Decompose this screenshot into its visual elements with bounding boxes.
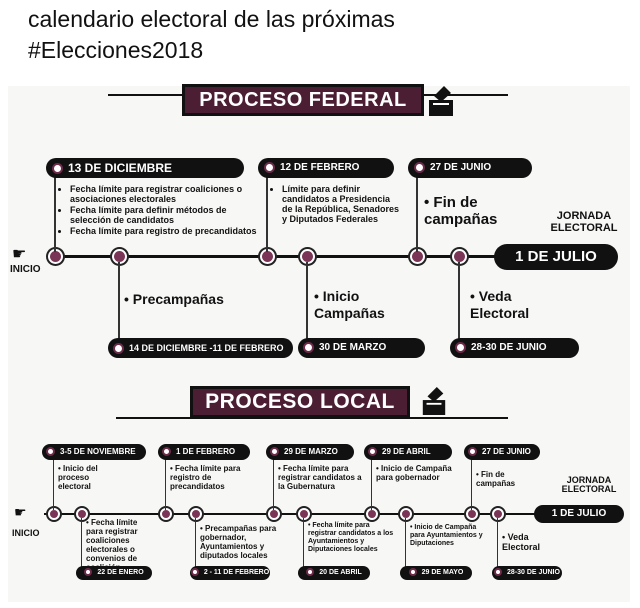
connector (497, 518, 498, 572)
date-label: 3-5 DE NOVIEMBRE (60, 447, 136, 456)
local-title: PROCESO LOCAL (190, 386, 410, 418)
note-text: Veda Electoral (502, 532, 541, 552)
connector (306, 262, 308, 346)
local-start-label: INICIO (12, 528, 40, 538)
date-label: 29 DE ABRIL (382, 447, 431, 456)
connector (273, 452, 274, 510)
note-text: Inicio de Campaña para gobernador (376, 464, 452, 482)
note-text: Fecha límite para registrar coaliciones electorales o convenios de (86, 518, 138, 563)
federal-start-label: INICIO (10, 264, 41, 275)
connector (458, 262, 460, 346)
timeline-node (366, 508, 378, 520)
jornada-label: JORNADA ELECTORAL (550, 210, 618, 234)
connector (471, 452, 472, 510)
local-bottom-date-pill (492, 566, 562, 580)
local-note: • Veda Electoral (502, 532, 541, 552)
date-label: 13 DE DICIEMBRE (68, 161, 173, 175)
tweet-line-1: calendario electoral de las próximas (28, 6, 395, 32)
local-date-pill (158, 444, 250, 460)
timeline-node (466, 508, 478, 520)
local-note: • Fecha límite para registrar candidatos a la Gubernatura (278, 464, 362, 491)
note-item: • Límite para definir candidatos a Presidencia de la República, Senadores y Diputados Federales (282, 184, 402, 224)
local-bottom-date-pill (400, 566, 472, 580)
local-note: • Inicio de Campaña para gobernador (376, 464, 452, 482)
note-text: Inicio de Campaña para Ayuntamientos y Diputaciones (410, 524, 483, 547)
connector (81, 518, 82, 572)
local-note: • Fecha límite para registrar candidatos a los Ayuntamientos y Diputaciones locales (308, 522, 394, 553)
ballot-box-icon (420, 384, 448, 418)
federal-bottom-date-pill (298, 338, 425, 358)
federal-bottom-date-pill (108, 338, 293, 358)
federal-date-pill (258, 158, 394, 178)
timeline-node (190, 508, 202, 520)
inicio-campanas-text: Inicio Campañas (314, 288, 385, 321)
federal-date-pill (46, 158, 244, 178)
local-bottom-date-pill (190, 566, 270, 580)
local-note: • Fin de campañas (476, 470, 516, 488)
pointing-hand-icon: ☛ (12, 246, 27, 263)
connector (303, 518, 304, 572)
date-label: 2 - 11 DE FEBRERO (203, 569, 270, 576)
local-bottom-date-pill (76, 566, 152, 580)
note-text: Fecha límite para registrar candidatos a los Ayuntamientos y Diputaciones locales (308, 522, 394, 553)
connector (53, 452, 54, 510)
precampanas-text: Precampañas (132, 291, 224, 307)
date-label: 27 DE JUNIO (482, 447, 531, 456)
timeline-node (298, 508, 310, 520)
connector (416, 170, 418, 252)
inicio-campanas-label: • Inicio Campañas (314, 288, 385, 321)
date-label: 30 DE MARZO (319, 342, 387, 353)
federal-bottom-date-pill (450, 338, 579, 358)
federal-notes-dec13 (60, 184, 260, 237)
local-bottom-date-pill (298, 566, 370, 580)
note-text: Inicio del proceso electoral (58, 464, 98, 491)
local-note: • Inicio de Campaña para Ayuntamientos y Diputaciones (410, 524, 483, 547)
pointing-hand-icon: ☛ (14, 504, 27, 520)
date-label: 29 DE MARZO (284, 447, 338, 456)
note-text: Fin de campañas (476, 470, 516, 488)
date-label: 28-30 DE JUNIO (471, 342, 547, 353)
federal-date-pill (408, 158, 532, 178)
note-text: Fecha límite para registro de precandidatos (170, 464, 241, 491)
connector (118, 262, 120, 346)
timeline-node (268, 508, 280, 520)
connector (54, 170, 56, 252)
connector (266, 170, 268, 252)
timeline-node (492, 508, 504, 520)
tweet-line-2: #Elecciones2018 (28, 37, 204, 63)
local-end-date (534, 505, 624, 523)
note-item: • Fecha límite para definir métodos de selección de candidatos (70, 205, 260, 225)
date-label: 20 DE ABRIL (319, 569, 362, 576)
date-label: 12 DE FEBRERO (280, 162, 360, 173)
timeline-node (48, 508, 60, 520)
connector (405, 518, 406, 572)
local-date-pill (42, 444, 146, 460)
fin-campanas-label: • Fin de campañas (424, 194, 498, 228)
note-text: Precampañas para gobernador, Ayuntamientos y diputados locales (200, 524, 277, 560)
connector (165, 452, 166, 510)
federal-title: PROCESO FEDERAL (182, 84, 424, 116)
timeline-node (400, 508, 412, 520)
federal-end-date (494, 244, 618, 270)
date-label: 29 DE MAYO (421, 569, 464, 576)
date-label: 27 DE JUNIO (430, 162, 492, 173)
fin-campanas-text: Fin de campañas (424, 194, 498, 228)
ballot-box-icon (426, 84, 456, 118)
local-date-pill (464, 444, 540, 460)
precampanas-label: • Precampañas (124, 291, 224, 307)
note-item: • Fecha límite para registrar coaliciones o asociaciones electorales (70, 184, 260, 204)
date-label: 22 DE ENERO (97, 569, 144, 576)
local-note: • Fecha límite para registro de precandidatos (170, 464, 241, 491)
local-note: • Fecha límite para registrar coaliciones electorales o convenios de (86, 518, 156, 572)
date-label: 14 DE DICIEMBRE -11 DE FEBRERO (129, 343, 284, 353)
infographic-image (8, 86, 630, 602)
local-date-pill (364, 444, 452, 460)
jornada-label: JORNADA ELECTORAL (561, 475, 617, 495)
local-note: • Precampañas para gobernador, Ayuntamientos y diputados locales (200, 524, 277, 560)
end-date-label: 1 DE JULIO (551, 508, 607, 519)
date-label: 28-30 DE JUNIO (507, 569, 560, 576)
end-date-label: 1 DE JULIO (515, 248, 597, 265)
connector (371, 452, 372, 510)
local-note: • Inicio del proceso electoral (58, 464, 98, 491)
note-item: • Fecha límite para registro de precandidatos (70, 226, 260, 236)
timeline-node (160, 508, 172, 520)
local-date-pill (266, 444, 354, 460)
tweet-text (28, 4, 628, 66)
veda-text: Veda Electoral (470, 288, 530, 321)
federal-notes-feb12 (272, 184, 402, 225)
note-text: Fecha límite para registrar candidatos a la Gubernatura (278, 464, 362, 491)
connector (195, 518, 196, 572)
date-label: 1 DE FEBRERO (176, 447, 236, 456)
veda-label: • Veda Electoral (470, 288, 530, 321)
